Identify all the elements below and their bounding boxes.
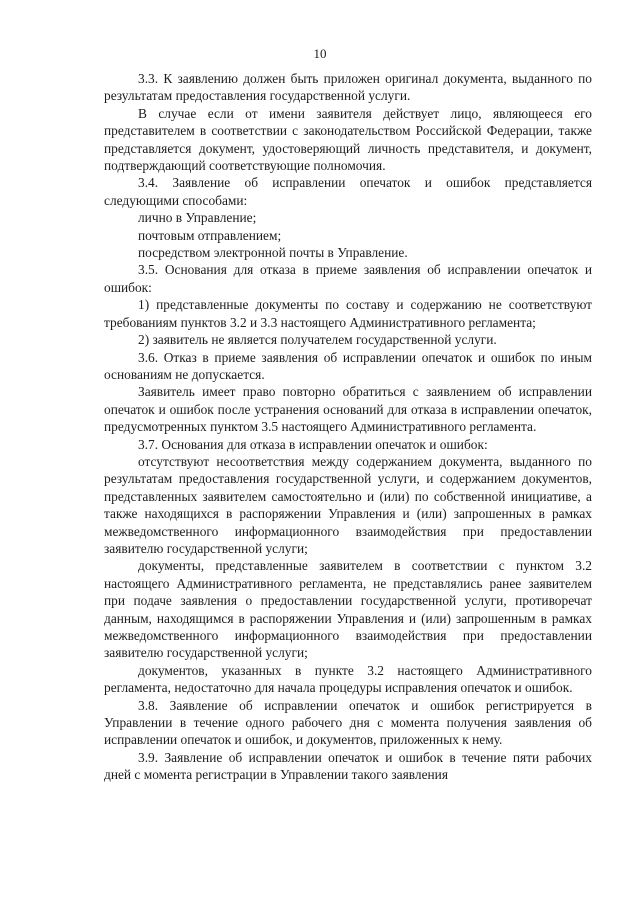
method-in-person: лично в Управление; xyxy=(138,210,257,226)
paragraph-3-8: 3.8. Заявление об исправлении опечаток и ошибок регистрируется в Управлении в течение одного рабочего дня с момента получения заявления об исправлении опечаток и ошибок, и документов, приложенных к нему. xyxy=(104,697,592,748)
paragraph-3-5: 3.5. Основания для отказа в приеме заявления об исправлении опечаток и ошибок: xyxy=(104,262,592,295)
document-body xyxy=(104,70,592,784)
paragraph-3-3: 3.3. К заявлению должен быть приложен оригинал документа, выданного по результатам предоставления государственной услуги. xyxy=(104,71,592,104)
paragraph-3-5-item-1: 1) представленные документы по составу и содержанию не соответствуют требованиям пунктов 3.2 и 3.3 настоящего Административного регламента; xyxy=(104,297,592,330)
method-email: посредством электронной почты в Управление. xyxy=(138,245,408,261)
paragraph-3-7-reason-3: документов, указанных в пункте 3.2 настоящего Административного регламента, недостаточно для начала процедуры исправления опечаток и ошибок. xyxy=(104,662,592,696)
paragraph-3-4: 3.4. Заявление об исправлении опечаток и ошибок представляется следующими способами: xyxy=(104,175,592,208)
method-postal: почтовым отправлением; xyxy=(138,227,282,243)
page-number: 10 xyxy=(313,46,327,61)
paragraph-representative: В случае если от имени заявителя действует лицо, являющееся его представителем в соответствии с законодательством Российской Федерации, также представляется документ, удостоверяющий личность представителя, и документ, подтверждающий соответствующие полномочия. xyxy=(104,105,592,174)
paragraph-reapply: Заявитель имеет право повторно обратиться с заявлением об исправлении опечаток и ошибок после устранения оснований для отказа в исправлении опечаток, предусмотренных пунктом 3.5 настоящего Административного регламента. xyxy=(104,384,592,435)
paragraph-3-9: 3.9. Заявление об исправлении опечаток и ошибок в течение пяти рабочих дней с момента регистрации в Управлении такого заявления xyxy=(104,749,592,783)
paragraph-3-7-reason-2: документы, представленные заявителем в соответствии с пунктом 3.2 настоящего Административного регламента, не представлялись ранее заявителем при подаче заявления о предоставлении государственной услуги, противоречат данным, находящимся в распоряжении Управления и (или) запрошенным в рамках межведомственного информационного взаимодействия при предоставлении заявителю государственной услуги; xyxy=(104,558,592,661)
paragraph-3-5-item-2: 2) заявитель не является получателем государственной услуги. xyxy=(138,332,497,348)
paragraph-3-7: 3.7. Основания для отказа в исправлении опечаток и ошибок: xyxy=(138,436,488,452)
paragraph-3-6: 3.6. Отказ в приеме заявления об исправлении опечаток и ошибок по иным основаниям не допускается. xyxy=(104,349,592,382)
paragraph-3-7-reason-1: отсутствуют несоответствия между содержанием документа, выданного по результатам предоставления государственной услуги, и содержанием документов, представленных заявителем самостоятельно и (или) по собственной инициативе, а также находящихся в распоряжении Управления и (или) запрошенных в рамках межведомственного информационного взаимодействия при предоставлении заявителю государственной услуги; xyxy=(104,453,592,556)
